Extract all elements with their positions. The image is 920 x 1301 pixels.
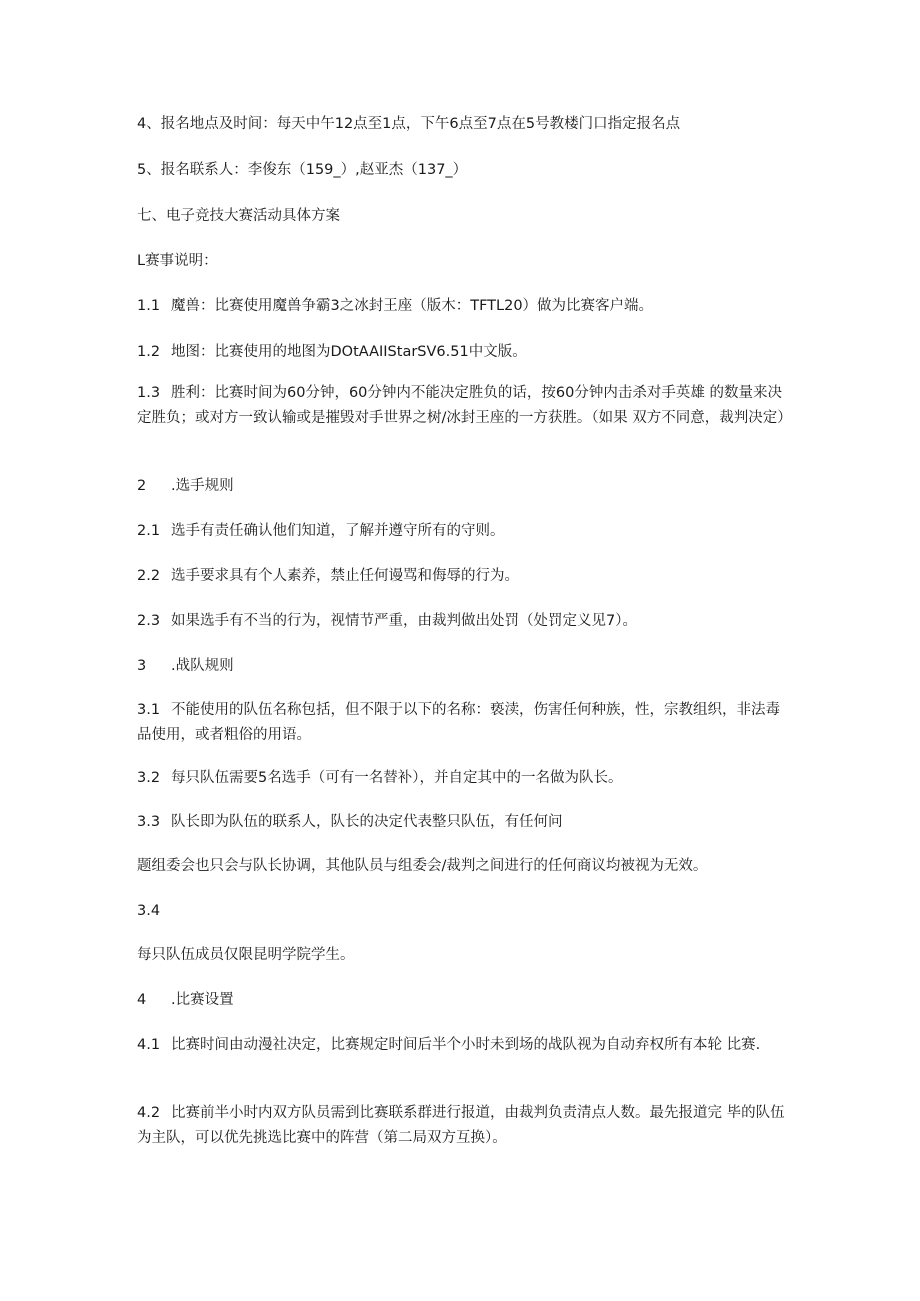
rule-number: 3.4 — [137, 903, 161, 919]
rule-text: 如果选手有不当的行为，视情节严重，由裁判做出处罚（处罚定义见7）。 — [171, 613, 637, 629]
rule-number: 3.2 — [137, 770, 161, 786]
rule-text: 魔兽：比赛使用魔兽争霸3之冰封王座（版木：TFTL20）做为比赛客户端。 — [171, 298, 654, 314]
rule-number: 1.2 — [137, 344, 161, 360]
rule-number: 2.3 — [137, 613, 161, 629]
paragraph-text: 题组委会也只会与队长协调，其他队员与组委会/裁判之间进行的任何商议均被视为无效。 — [137, 858, 708, 874]
rule-3-1 — [137, 698, 787, 748]
rule-text: 不能使用的队伍名称包括，但不限于以下的名称：亵渎，伤害任何种族，性，宗教组织，非法毒品使用，或者粗俗的用语。 — [137, 702, 780, 743]
rule-1-2 — [137, 340, 787, 365]
rule-number: 3.1 — [137, 702, 161, 718]
rule-text: 每只队伍需要5名选手（可有一名替补），并自定其中的一名做为队长。 — [171, 770, 623, 786]
rule-1-3 — [137, 381, 792, 431]
section-title: .比赛设置 — [171, 992, 234, 1008]
rule-3-3-continued — [137, 854, 787, 879]
paragraph-event-description — [137, 249, 787, 274]
rule-number: 2.2 — [137, 568, 161, 584]
section-title: .战队规则 — [171, 658, 234, 674]
rule-text: 地图：比赛使用的地图为DOtAAIIStarSV6.51中文版。 — [171, 344, 527, 360]
rule-1-1 — [137, 294, 787, 319]
section-number: 2 — [137, 478, 147, 494]
rule-2-1 — [137, 519, 787, 544]
paragraph-text: 4、报名地点及时间：每天中午12点至1点，下午6点至7点在5号教楼门口指定报名点 — [137, 116, 681, 132]
section-3-heading — [137, 654, 787, 679]
rule-3-4 — [137, 899, 787, 924]
section-heading-7 — [137, 204, 787, 229]
rule-text: 胜利：比赛时间为60分钟，60分钟内不能决定胜负的话，按60分钟内击杀对手英雄 的数量来决定胜负；或对方一致认输或是摧毁对手世界之树/冰封王座的一方获胜。（如果 双方不同意，裁判决定） — [137, 385, 792, 426]
rule-3-2 — [137, 766, 787, 791]
paragraph-registration-place — [137, 112, 787, 137]
section-2-heading — [137, 474, 787, 499]
rule-number: 2.1 — [137, 523, 161, 539]
rule-2-2 — [137, 564, 787, 589]
rule-text: 比赛前半小时内双方队员需到比赛联系群进行报道，由裁判负责清点人数。最先报道完 毕的队伍为主队，可以优先挑选比赛中的阵营（第二局双方互换）。 — [137, 1105, 785, 1146]
paragraph-text: 七、电子竞技大赛活动具体方案 — [137, 208, 340, 224]
paragraph-text: 每只队伍成员仅限昆明学院学生。 — [137, 947, 355, 963]
rule-text: 选手有责任确认他们知道，了解并遵守所有的守则。 — [171, 523, 505, 539]
rule-text: 比赛时间由动漫社决定，比赛规定时间后半个小时未到场的战队视为自动弃权所有本轮 比赛. — [171, 1037, 761, 1053]
paragraph-text: L赛事说明： — [137, 253, 218, 269]
rule-3-3 — [137, 810, 787, 835]
rule-number: 1.3 — [137, 385, 161, 401]
section-number: 3 — [137, 658, 147, 674]
paragraph-contacts — [137, 158, 787, 183]
section-4-heading — [137, 988, 787, 1013]
section-title: .选手规则 — [171, 478, 234, 494]
paragraph-text: 5、报名联系人：李俊东（159_）,赵亚杰（137_） — [137, 162, 468, 178]
rule-number: 1.1 — [137, 298, 161, 314]
section-number: 4 — [137, 992, 147, 1008]
rule-4-1 — [137, 1033, 787, 1058]
rule-4-2 — [137, 1101, 787, 1151]
rule-number: 4.2 — [137, 1105, 161, 1121]
rule-text: 选手要求具有个人素养，禁止任何谩骂和侮辱的行为。 — [171, 568, 519, 584]
rule-2-3 — [137, 609, 787, 634]
rule-3-4-text — [137, 943, 787, 968]
rule-text: 队长即为队伍的联系人，队长的决定代表整只队伍，有任何问 — [171, 814, 563, 830]
rule-number: 4.1 — [137, 1037, 161, 1053]
rule-number: 3.3 — [137, 814, 161, 830]
